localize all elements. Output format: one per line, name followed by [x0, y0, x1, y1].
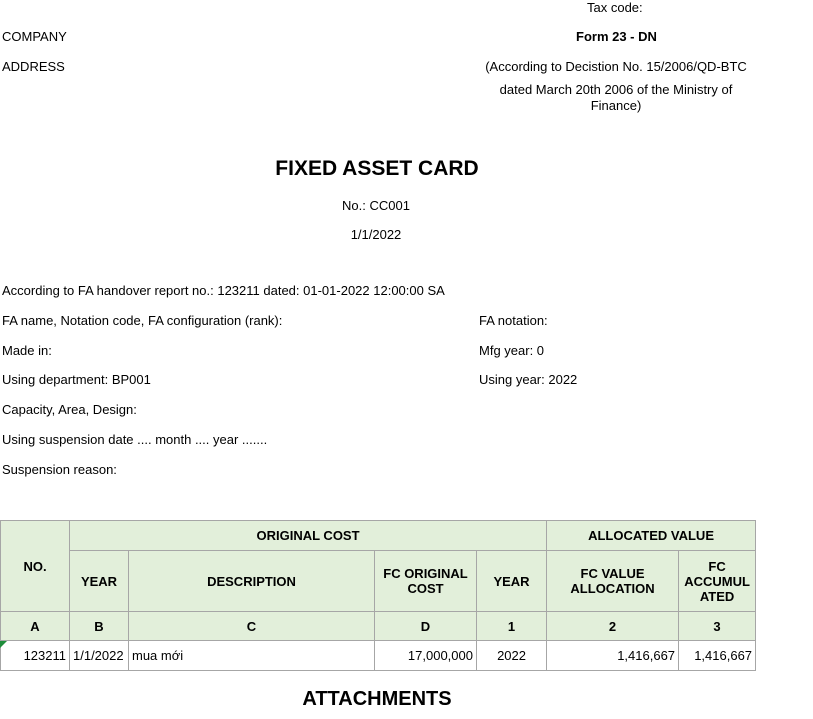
attachments-title: ATTACHMENTS — [302, 688, 452, 710]
decision-line-2: dated March 20th 2006 of the Ministry of — [499, 82, 733, 97]
tax-code-label: Tax code: — [587, 0, 643, 15]
cell-no[interactable]: 123211 — [1, 641, 70, 671]
card-date: 1/1/2022 — [350, 227, 402, 242]
made-in-label: Made in: — [2, 343, 52, 358]
asset-table — [0, 520, 756, 671]
company-label: COMPANY — [2, 29, 67, 44]
code-c: C — [129, 612, 375, 641]
code-d: D — [375, 612, 477, 641]
using-year-label: Using year: 2022 — [479, 372, 578, 387]
suspension-date-label: Using suspension date .... month .... year ....... — [2, 432, 268, 447]
fc-original-cost-header: FC ORIGINAL COST — [375, 551, 477, 612]
suspension-reason-label: Suspension reason: — [2, 462, 117, 477]
cell-comment-marker-icon — [0, 641, 7, 648]
year-header-2: YEAR — [477, 551, 547, 612]
fa-name-label: FA name, Notation code, FA configuration (rank): — [2, 313, 283, 328]
cell-fc-original-cost[interactable]: 17,000,000 — [375, 641, 477, 671]
cell-fc-accumulated[interactable]: 1,416,667 — [679, 641, 756, 671]
table-row[interactable] — [1, 641, 756, 671]
card-number: No.: CC001 — [342, 198, 410, 213]
code-1: 1 — [477, 612, 547, 641]
code-2: 2 — [547, 612, 679, 641]
code-a: A — [1, 612, 70, 641]
form-number: Form 23 - DN — [576, 29, 657, 44]
allocated-value-header: ALLOCATED VALUE — [547, 521, 756, 551]
fa-notation-label: FA notation: — [479, 313, 548, 328]
mfg-year-label: Mfg year: 0 — [479, 343, 545, 358]
using-department-label: Using department: BP001 — [2, 372, 151, 387]
address-label: ADDRESS — [2, 59, 65, 74]
cell-date[interactable]: 1/1/2022 — [70, 641, 129, 671]
handover-report: According to FA handover report no.: 123211 dated: 01-01-2022 12:00:00 SA — [2, 283, 445, 298]
original-cost-header: ORIGINAL COST — [70, 521, 547, 551]
cell-year[interactable]: 2022 — [477, 641, 547, 671]
no-header: NO. — [1, 521, 70, 612]
fc-accumulated-header: FC ACCUMUL ATED — [679, 551, 756, 612]
capacity-label: Capacity, Area, Design: — [2, 402, 137, 417]
decision-line-3: Finance) — [590, 98, 642, 113]
description-header: DESCRIPTION — [129, 551, 375, 612]
cell-fc-value-allocation[interactable]: 1,416,667 — [547, 641, 679, 671]
year-header: YEAR — [70, 551, 129, 612]
cell-description[interactable]: mua mới — [129, 641, 375, 671]
code-3: 3 — [679, 612, 756, 641]
code-b: B — [70, 612, 129, 641]
card-title: FIXED ASSET CARD — [275, 157, 479, 180]
decision-line-1: (According to Decistion No. 15/2006/QD-BTC — [485, 59, 747, 74]
fc-value-allocation-header: FC VALUE ALLOCATION — [547, 551, 679, 612]
